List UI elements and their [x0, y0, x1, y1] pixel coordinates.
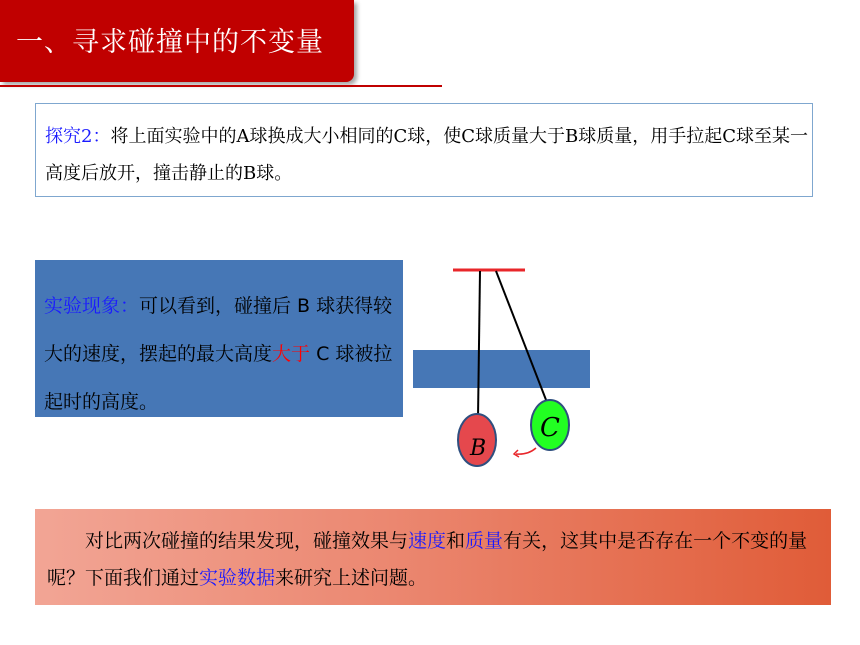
compare-speed: 速度 [408, 530, 447, 552]
phenomenon-paragraph [44, 282, 399, 426]
compare-mass: 质量 [465, 530, 504, 552]
compare-part3: 来研究上述问题。 [275, 567, 428, 589]
phenomenon-box [35, 260, 403, 417]
motion-arrow [516, 448, 536, 454]
compare-experiment-data: 实验数据 [199, 567, 276, 589]
ball-c-label: C [540, 413, 560, 443]
section-title-banner [0, 0, 354, 82]
string-c [496, 271, 548, 405]
explore-box [35, 103, 813, 197]
phenomenon-highlight: 大于 [272, 343, 311, 365]
explore-text: 将上面实验中的A球换成大小相同的C球，使C球质量大于B球质量，用手拉起C球至某一高度后放开，撞击静止的B球。 [45, 126, 808, 184]
ball-b-label: B [470, 436, 487, 461]
compare-and: 和 [446, 530, 466, 552]
phenomenon-text-before: 可以看到，碰撞后 B 球获得较大的速度，摆起的最大高度 [44, 295, 393, 365]
pendulum-diagram [440, 260, 590, 480]
compare-part2: 有关，这其中是否存在一个不变的量呢？下面我们通过 [47, 530, 808, 589]
title-divider [0, 85, 442, 87]
compare-part1: 对比两次碰撞的结果发现，碰撞效果与 [85, 530, 409, 552]
explore-paragraph [45, 118, 810, 192]
section-title: 一、寻求碰撞中的不变量 [16, 27, 324, 58]
compare-box [35, 509, 831, 605]
explore-label: 探究2： [45, 126, 111, 147]
compare-paragraph [47, 523, 827, 597]
phenomenon-label: 实验现象： [44, 295, 140, 317]
phenomenon-text-after: C 球被拉起时的高度。 [44, 343, 393, 413]
string-b [478, 271, 480, 418]
